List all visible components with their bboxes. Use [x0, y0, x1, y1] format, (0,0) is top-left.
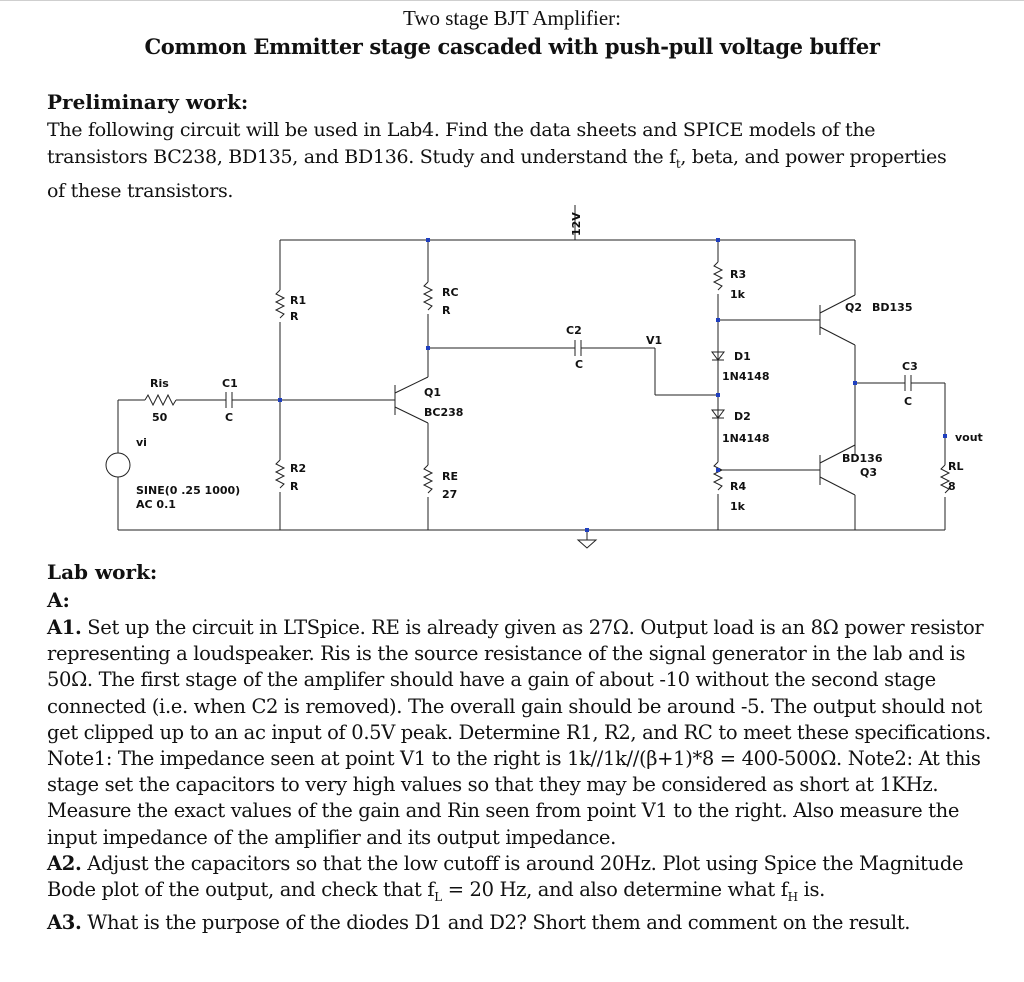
q3-model: BD136 — [842, 452, 883, 465]
r1-label: R1 — [290, 294, 307, 307]
q1-label: Q1 — [424, 386, 442, 399]
r4-label: R4 — [730, 480, 747, 493]
v1-label: V1 — [646, 334, 663, 347]
labwork-heading: Lab work: — [47, 560, 158, 584]
d1-model: 1N4148 — [722, 370, 770, 383]
item-a1: A1. Set up the circuit in LTSpice. RE is already given as 27Ω. Output load is an 8Ω power resistor representing a loudspeaker. Ris is the source resistance of the signal generator in the lab and is 50Ω. The first stage of the amplifer should have a gain of about -10 without the second stage connected (i.e. when C2 is removed). The overall gain should be around -5. The output should not get clipped up to an ac input of 0.5V peak. Determine R1, R2, and RC to meet these specifications. Note1: The impedance seen at point V1 to the right is 1k//1k//(β+1)*8 = 400-500Ω. Note2: At this stage set the capacitors to very high values so that they may be considered as short at 1KHz. Measure the exact values of the gain and Rin seen from point V1 to the right. Also measure the input impedance of the amplifier and its output impedance. — [47, 616, 992, 849]
c1-value: C — [225, 411, 234, 424]
re-label: RE — [442, 470, 458, 483]
doc-title: Two stage BJT Amplifier: — [402, 6, 622, 30]
q2-model: BD135 — [872, 301, 913, 314]
vi-label: vi — [136, 436, 147, 449]
c1-label: C1 — [222, 377, 238, 390]
r2-value: R — [290, 480, 299, 493]
r3-label: R3 — [730, 268, 747, 281]
rl-label: RL — [948, 460, 964, 473]
ris-value: 50 — [152, 411, 168, 424]
re-value: 27 — [442, 488, 458, 501]
vout-label: vout — [955, 431, 983, 444]
q2-label: Q2 — [845, 301, 863, 314]
top-divider — [0, 0, 1024, 1]
source-line1: SINE(0 .25 1000) — [136, 484, 241, 497]
labwork-body — [47, 615, 992, 936]
item-a3: A3. What is the purpose of the diodes D1 and D2? Short them and comment on the result. — [47, 911, 911, 935]
doc-subtitle: Common Emmitter stage cascaded with push-pull voltage buffer — [144, 34, 880, 59]
q3-label: Q3 — [860, 466, 878, 479]
c3-label: C3 — [902, 360, 918, 373]
circuit-schematic — [0, 200, 1024, 560]
d1-label: D1 — [734, 350, 751, 363]
r2-label: R2 — [290, 462, 307, 475]
item-a2: A2. Adjust the capacitors so that the low cutoff is around 20Hz. Plot using Spice the Magnitude Bode plot of the output, and check that $f_L = 20$ Hz, and also determine what $f_H$ is. — [47, 851, 964, 904]
c3-value: C — [904, 395, 913, 408]
r3-value: 1k — [730, 288, 745, 301]
c2-label: C2 — [566, 324, 582, 337]
q1-model: BC238 — [424, 406, 464, 419]
section-a-heading: A: — [47, 588, 70, 612]
rl-value: 8 — [948, 480, 956, 493]
preliminary-text: The following circuit will be used in Lab4. Find the data sheets and SPICE models of the transistors BC238, BD135, and BD136. Study and understand the $f_t$, beta, and power properties of these transistors. — [47, 119, 947, 202]
r1-value: R — [290, 310, 299, 323]
d2-model: 1N4148 — [722, 432, 770, 445]
r4-value: 1k — [730, 500, 745, 513]
supply-label: 12V — [570, 212, 583, 236]
preliminary-heading: Preliminary work: — [47, 90, 249, 114]
d2-label: D2 — [734, 410, 751, 423]
rc-value: R — [442, 304, 451, 317]
c2-value: C — [575, 358, 584, 371]
source-line2: AC 0.1 — [136, 498, 176, 511]
rc-label: RC — [442, 286, 459, 299]
ris-label: Ris — [150, 377, 169, 390]
